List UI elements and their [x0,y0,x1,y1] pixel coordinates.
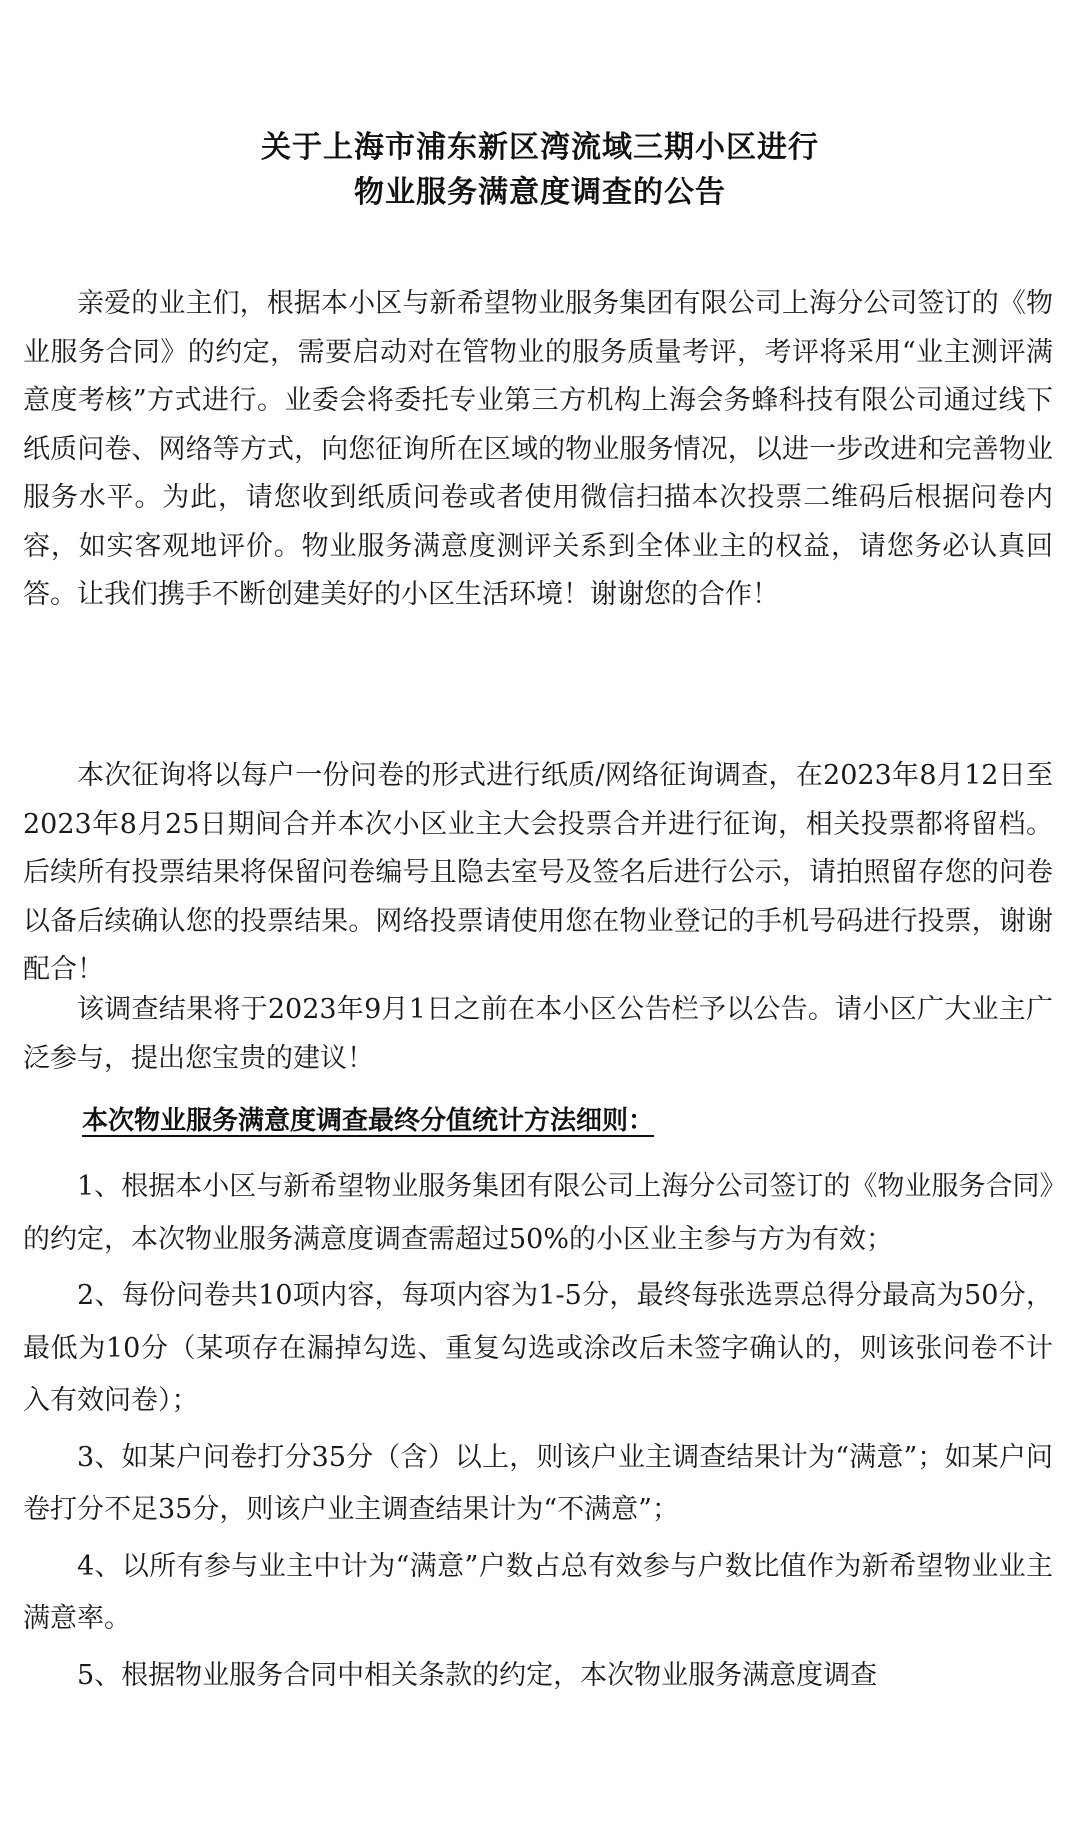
body-section-1 [23,280,1053,620]
rule-item: 4、以所有参与业主中计为“满意”户数占总有效参与户数比值作为新希望物业业主满意率。 [23,1550,1053,1634]
rule-item: 2、每份问卷共10项内容，每项内容为1-5分，最终每张选票总得分最高为50分，最低为10分（某项存在漏掉勾选、重复勾选或涂改后未签字确认的，则该张问卷不计入有效问卷）； [23,1280,1053,1416]
rules-heading: 本次物业服务满意度调查最终分值统计方法细则： [82,1106,655,1136]
rules-list [23,1161,1053,1706]
result-announcement-paragraph: 该调查结果将于2023年9月1日之前在本小区公告栏予以公告。请小区广大业主广泛参与，提出您宝贵的建议！ [23,994,1053,1074]
document-title-line2: 物业服务满意度调查的公告 [354,175,726,210]
rule-item: 3、如某户问卷打分35分（含）以上，则该户业主调查结果计为“满意”；如某户问卷打分不足35分，则该户业主调查结果计为“不满意”； [23,1441,1053,1525]
intro-paragraph: 亲爱的业主们，根据本小区与新希望物业服务集团有限公司上海分公司签订的《物业服务合同》的约定，需要启动对在管物业的服务质量考评，考评将采用“业主测评满意度考核”方式进行。业委会将委托专业第三方机构上海会务蜂科技有限公司通过线下纸质问卷、网络等方式，向您征询所在区域的物业服务情况，以进一步改进和完善物业服务水平。为此，请您收到纸质问卷或者使用微信扫描本次投票二维码后根据问卷内容，如实客观地评价。物业服务满意度测评关系到全体业主的权益，请您务必认真回答。让我们携手不断创建美好的小区生活环境！谢谢您的合作！ [23,288,1053,610]
survey-method-paragraph: 本次征询将以每户一份问卷的形式进行纸质/网络征询调查，在2023年8月12日至2023年8月25日期间合并本次小区业主大会投票合并进行征询，相关投票都将留档。后续所有投票结果将保留问卷编号且隐去室号及签名后进行公示，请拍照留存您的问卷以备后续确认您的投票结果。网络投票请使用您在物业登记的手机号码进行投票，谢谢配合！ [23,760,1053,985]
body-section-3 [23,986,1053,1083]
document-title-line1: 关于上海市浦东新区湾流域三期小区进行 [261,130,819,165]
rule-item: 1、根据本小区与新希望物业服务集团有限公司上海分公司签订的《物业服务合同》的约定，本次物业服务满意度调查需超过50%的小区业主参与方为有效； [23,1171,1053,1255]
rule-item: 5、根据物业服务合同中相关条款的约定，本次物业服务满意度调查 [77,1659,878,1691]
body-section-2 [23,752,1053,995]
